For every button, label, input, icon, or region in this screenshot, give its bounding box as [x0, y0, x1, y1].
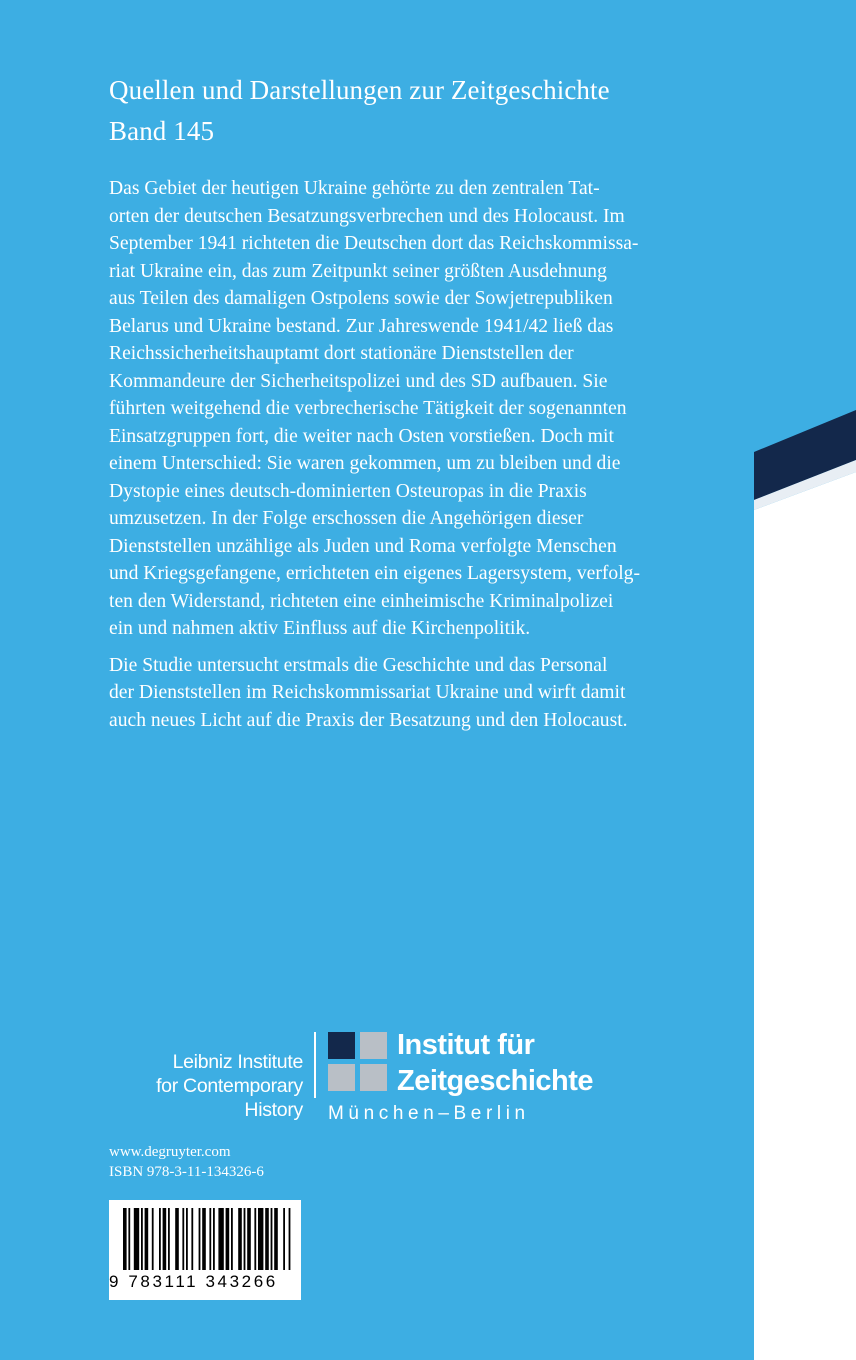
series-volume: Band 145	[109, 116, 215, 146]
barcode-bar	[258, 1208, 263, 1270]
barcode-bar	[199, 1208, 201, 1270]
spine-navy-stripe	[754, 410, 856, 500]
blurb-line: Kommandeure der Sicherheitspolizei und des SD aufbauen. Sie	[109, 370, 608, 392]
barcode-bar	[209, 1208, 211, 1270]
barcode-bar	[191, 1208, 193, 1270]
blurb-line: Dystopie eines deutsch-dominierten Osteuropas in die Praxis	[109, 480, 587, 502]
barcode-bar	[134, 1208, 139, 1270]
series-title	[109, 70, 610, 152]
barcode-bar	[238, 1208, 242, 1270]
barcode-bar	[226, 1208, 230, 1270]
barcode-bar	[218, 1208, 223, 1270]
institute-english-name	[105, 1050, 303, 1122]
blurb-line: orten der deutschen Besatzungsverbrechen und des Holocaust. Im	[109, 205, 625, 227]
barcode-bar	[202, 1208, 206, 1270]
spine-white-panel	[754, 472, 856, 1360]
paragraph-gap	[109, 643, 709, 652]
blurb-paragraph-1	[109, 175, 709, 643]
logo-square-grey	[360, 1032, 387, 1059]
blurb-line: ein und nahmen aktiv Einfluss auf die Kirchenpolitik.	[109, 618, 531, 639]
barcode-bar	[213, 1208, 215, 1270]
series-name: Quellen und Darstellungen zur Zeitgeschichte	[109, 75, 610, 105]
institute-name-line-2: Zeitgeschichte	[397, 1065, 594, 1097]
institute-name	[397, 1027, 593, 1099]
barcode-bar	[274, 1208, 278, 1270]
barcode-bar	[247, 1208, 251, 1270]
barcode-bar	[123, 1208, 127, 1270]
institute-english-line-2: for Contemporary History	[156, 1075, 303, 1121]
blurb-line: Einsatzgruppen fort, die weiter nach Osten vorstießen. Doch mit	[109, 425, 614, 447]
blurb-line: einem Unterschied: Sie waren gekommen, um zu bleiben und die	[109, 453, 621, 474]
blurb-line: September 1941 richteten die Deutschen dort das Reichskommissa-	[109, 233, 639, 254]
blurb-text	[109, 175, 709, 734]
spine-light-stripe	[754, 460, 856, 510]
logo-square-grey	[328, 1064, 355, 1091]
barcode-bar	[141, 1208, 143, 1270]
blurb-line: Die Studie untersucht erstmals die Geschichte und das Personal	[109, 654, 608, 676]
barcode-bar	[152, 1208, 154, 1270]
barcode-bar	[175, 1208, 179, 1270]
barcode-bar	[231, 1208, 233, 1270]
blurb-line: Reichssicherheitshauptamt dort stationäre Dienststellen der	[109, 343, 574, 364]
barcode-bar	[159, 1208, 161, 1270]
isbn-text: ISBN 978-3-11-134326-6	[109, 1164, 264, 1180]
barcode-bar	[145, 1208, 149, 1270]
barcode-bar	[182, 1208, 184, 1270]
barcode-bar	[163, 1208, 167, 1270]
institute-name-line-1: Institut für	[397, 1029, 535, 1061]
blurb-paragraph-2	[109, 652, 709, 735]
publisher-info	[109, 1142, 264, 1182]
barcode-bar	[244, 1208, 246, 1270]
blurb-line: aus Teilen des damaligen Ostpolens sowie der Sowjetrepubliken	[109, 288, 613, 309]
barcode-bar	[289, 1208, 291, 1270]
barcode-bar	[271, 1208, 273, 1270]
barcode	[109, 1200, 301, 1300]
blurb-line: und Kriegsgefangene, errichteten ein eigenes Lagersystem, verfolg-	[109, 563, 640, 584]
blurb-line: der Dienststellen im Reichskommissariat Ukraine und wirft damit	[109, 682, 626, 703]
publisher-website: www.degruyter.com	[109, 1144, 231, 1160]
barcode-bar	[265, 1208, 269, 1270]
blurb-line: Belarus und Ukraine bestand. Zur Jahreswende 1941/42 ließ das	[109, 315, 614, 337]
institute-city: München–Berlin	[328, 1103, 530, 1124]
barcode-bar	[283, 1208, 285, 1270]
barcode-bar	[186, 1208, 188, 1270]
blurb-line: ten den Widerstand, richteten eine einheimische Kriminalpolizei	[109, 590, 614, 612]
logo-divider	[314, 1032, 316, 1098]
logo-square-grey	[360, 1064, 387, 1091]
blurb-line: Das Gebiet der heutigen Ukraine gehörte zu den zentralen Tat-	[109, 178, 600, 199]
barcode-bar	[128, 1208, 130, 1270]
barcode-digits: 9 783111 343266	[109, 1272, 278, 1291]
barcode-bar	[168, 1208, 170, 1270]
blurb-line: umzusetzen. In der Folge erschossen die Angehörigen dieser	[109, 508, 584, 529]
blurb-line: riat Ukraine ein, das zum Zeitpunkt seiner größten Ausdehnung	[109, 260, 607, 282]
institute-english-line-1: Leibniz Institute	[172, 1051, 303, 1073]
barcode-bar	[254, 1208, 256, 1270]
blurb-line: führten weitgehend die verbrecherische Tätigkeit der sogenannten	[109, 398, 627, 419]
blurb-line: auch neues Licht auf die Praxis der Besatzung und den Holocaust.	[109, 709, 628, 731]
blurb-line: Dienststellen unzählige als Juden und Roma verfolgte Menschen	[109, 535, 617, 557]
logo-square-navy	[328, 1032, 355, 1059]
